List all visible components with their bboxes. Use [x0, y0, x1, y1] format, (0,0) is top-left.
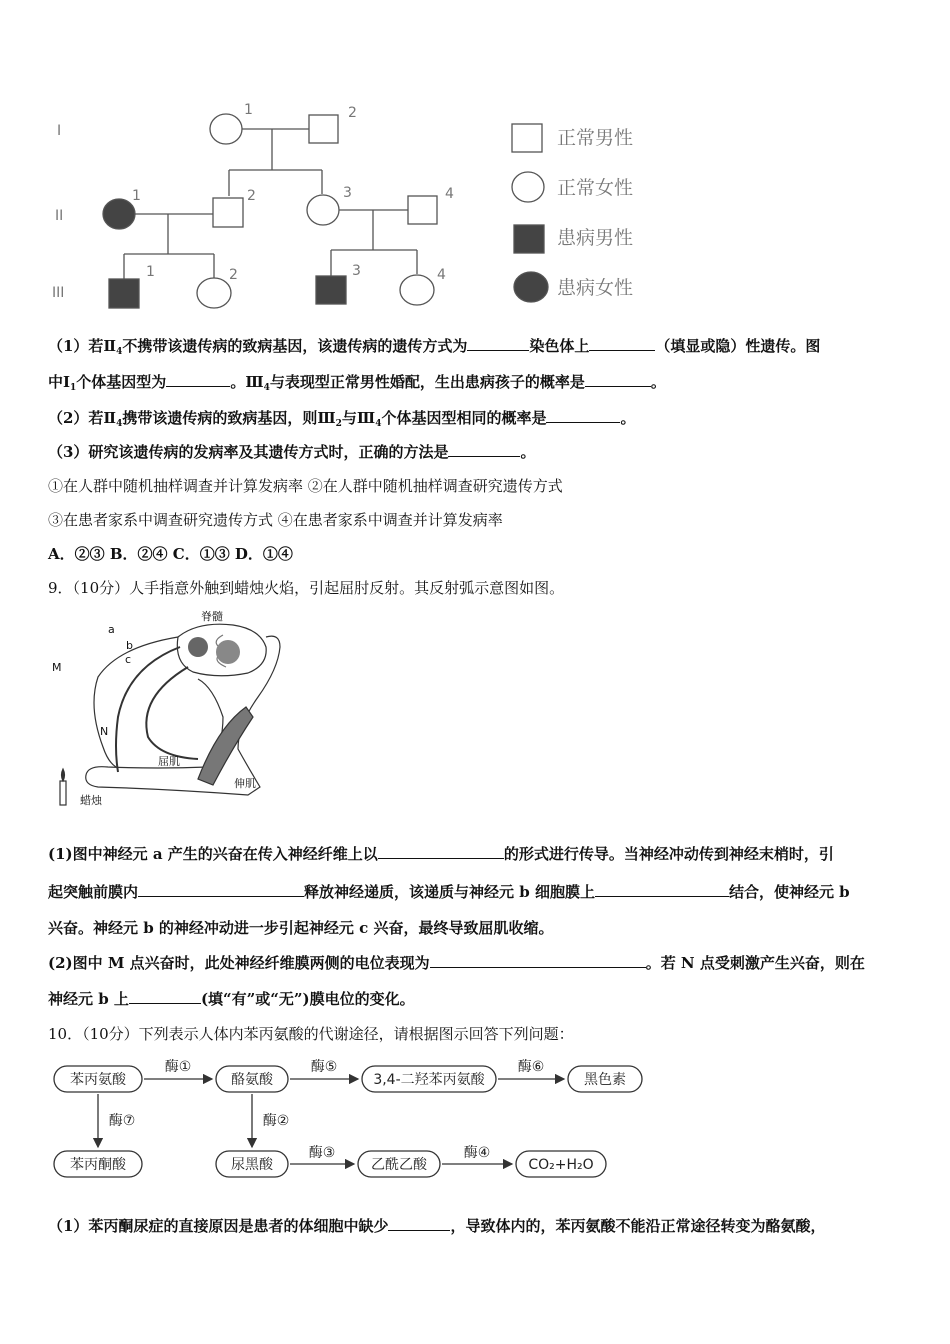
pedigree-II3-normal-female: [307, 195, 339, 225]
answer-blank[interactable]: [129, 989, 201, 1004]
answer-blank[interactable]: [430, 953, 646, 968]
q8-part1-line1: （1）若$Ⅱ_4$不携带该遗传病的致病基因，该遗传病的遗传方式为 染色体上 （填显或隐）性遗传。图: [48, 337, 821, 357]
enzyme-3-label: 酶③: [308, 1145, 336, 1161]
enzyme-1-label: 酶①: [164, 1059, 192, 1075]
answer-blank[interactable]: [585, 372, 651, 387]
pedigree-III3-affected-male: [316, 276, 346, 304]
num-III2: 2: [229, 267, 238, 283]
node-label-acetoacetate: 乙酰乙酸: [371, 1157, 427, 1173]
fig-label-spine: 脊髓: [201, 610, 223, 623]
legend-label-normal-female: 正常女性: [557, 177, 634, 199]
answer-blank[interactable]: [589, 336, 655, 351]
num-II3: 3: [343, 185, 352, 201]
num-III3: 3: [352, 263, 361, 279]
pedigree-chart: [0, 0, 950, 330]
q8-part1-line2: 中$Ⅰ_1$个体基因型为 。$Ⅲ_4$与表现型正常男性婚配，生出患病孩子的概率是 。: [48, 373, 666, 393]
enzyme-2-label: 酶②: [262, 1113, 290, 1129]
answer-blank[interactable]: [166, 372, 230, 387]
fig-label-candle: 蜡烛: [80, 794, 102, 807]
q9-part1-line1: (1)图中神经元 a 产生的兴奋在传入神经纤维上以 的形式进行传导。当神经冲动传到神经末梢时，引: [48, 845, 834, 863]
legend-label-affected-male: 患病男性: [557, 227, 634, 249]
pedigree-III4-normal-female: [400, 275, 434, 305]
gen-label-II: II: [55, 208, 64, 224]
enzyme-5-label: 酶⑤: [310, 1059, 338, 1075]
node-label-co2-h2o: CO₂+H₂O: [528, 1157, 594, 1173]
fig-label-M: M: [52, 661, 62, 674]
node-label-melanin: 黑色素: [584, 1072, 626, 1088]
fig-label-extensor: 伸肌: [234, 777, 256, 790]
node-label-dopa: 3,4-二羟苯丙氨酸: [373, 1072, 485, 1088]
q8-options-line1: ①在人群中随机抽样调查并计算发病率 ②在人群中随机抽样调查研究遗传方式: [48, 477, 563, 495]
fig-label-b: b: [126, 639, 133, 652]
legend-normal-male-icon: [512, 124, 542, 152]
node-label-phenylpyruvate: 苯丙酮酸: [70, 1157, 126, 1173]
pedigree-I1-normal-female: [210, 114, 242, 144]
pedigree-III1-affected-male: [109, 279, 139, 308]
q9-part1-line3: 兴奋。神经元 b 的神经冲动进一步引起神经元 c 兴奋，最终导致屈肌收缩。: [48, 919, 554, 937]
gen-label-I: I: [57, 123, 62, 139]
fig-label-a: a: [108, 623, 115, 636]
enzyme-6-label: 酶⑥: [517, 1059, 545, 1075]
answer-blank[interactable]: [378, 844, 504, 859]
q9-part2-line2: 神经元 b 上 (填“有”或“无”)膜电位的变化。: [48, 990, 415, 1008]
answer-blank[interactable]: [467, 336, 529, 351]
fig-label-N: N: [100, 725, 109, 738]
legend-label-normal-male: 正常男性: [557, 127, 634, 149]
fig-label-flexor: 屈肌: [158, 755, 180, 768]
node-label-tyrosine: 酪氨酸: [231, 1072, 273, 1088]
metabolic-pathway-diagram: [48, 1053, 668, 1188]
q9-part1-line2: 起突触前膜内 释放神经递质，该递质与神经元 b 细胞膜上 结合，使神经元 b: [48, 883, 850, 901]
q8-part2: （2）若$Ⅱ_4$携带该遗传病的致病基因，则$Ⅲ_2$与$Ⅲ_4$个体基因型相同的概率是 。: [48, 409, 636, 429]
pedigree-II4-normal-male: [408, 196, 437, 224]
pedigree-I2-normal-male: [309, 115, 338, 143]
legend-normal-female-icon: [512, 172, 544, 202]
num-I1: 1: [244, 102, 253, 118]
legend-affected-female-icon: [514, 272, 548, 302]
node-label-phenylalanine: 苯丙氨酸: [70, 1072, 126, 1088]
reflex-arc-figure: [48, 607, 328, 812]
q8-choices[interactable]: A．②③ B．②④ C．①③ D．①④: [48, 545, 293, 563]
pedigree-II1-affected-female: [103, 199, 135, 229]
answer-blank[interactable]: [546, 408, 620, 423]
answer-blank[interactable]: [388, 1216, 450, 1231]
enzyme-4-label: 酶④: [463, 1145, 491, 1161]
num-III4: 4: [437, 267, 446, 283]
answer-blank[interactable]: [138, 882, 304, 897]
q8-part3: （3）研究该遗传病的发病率及其遗传方式时，正确的方法是 。: [48, 443, 536, 461]
num-II4: 4: [445, 186, 454, 202]
q9-part2-line1: (2)图中 M 点兴奋时，此处神经纤维膜两侧的电位表现为 。若 N 点受刺激产生兴奋，则在: [48, 954, 865, 972]
num-I2: 2: [348, 105, 357, 121]
fig-label-c: c: [125, 653, 132, 666]
num-III1: 1: [146, 264, 155, 280]
answer-blank[interactable]: [595, 882, 729, 897]
legend-label-affected-female: 患病女性: [557, 277, 634, 299]
node-label-homogentisate: 尿黑酸: [231, 1157, 273, 1173]
answer-blank[interactable]: [448, 442, 520, 457]
q10-header: 10．（10分）下列表示人体内苯丙氨酸的代谢途径，请根据图示回答下列问题：: [48, 1025, 574, 1043]
legend-affected-male-icon: [514, 225, 544, 253]
gen-label-III: III: [52, 285, 65, 301]
pedigree-II2-normal-male: [213, 198, 243, 227]
q10-part1: （1）苯丙酮尿症的直接原因是患者的体细胞中缺少 ，导致体内的，苯丙氨酸不能沿正常途径转变为酪氨酸，: [48, 1217, 826, 1235]
num-II2: 2: [247, 188, 256, 204]
q8-options-line2: ③在患者家系中调查研究遗传方式 ④在患者家系中调查并计算发病率: [48, 511, 503, 529]
num-II1: 1: [132, 188, 141, 204]
pedigree-III2-normal-female: [197, 278, 231, 308]
enzyme-7-label: 酶⑦: [108, 1113, 136, 1129]
q9-header: 9．（10分）人手指意外触到蜡烛火焰，引起屈肘反射。其反射弧示意图如图。: [48, 579, 565, 597]
